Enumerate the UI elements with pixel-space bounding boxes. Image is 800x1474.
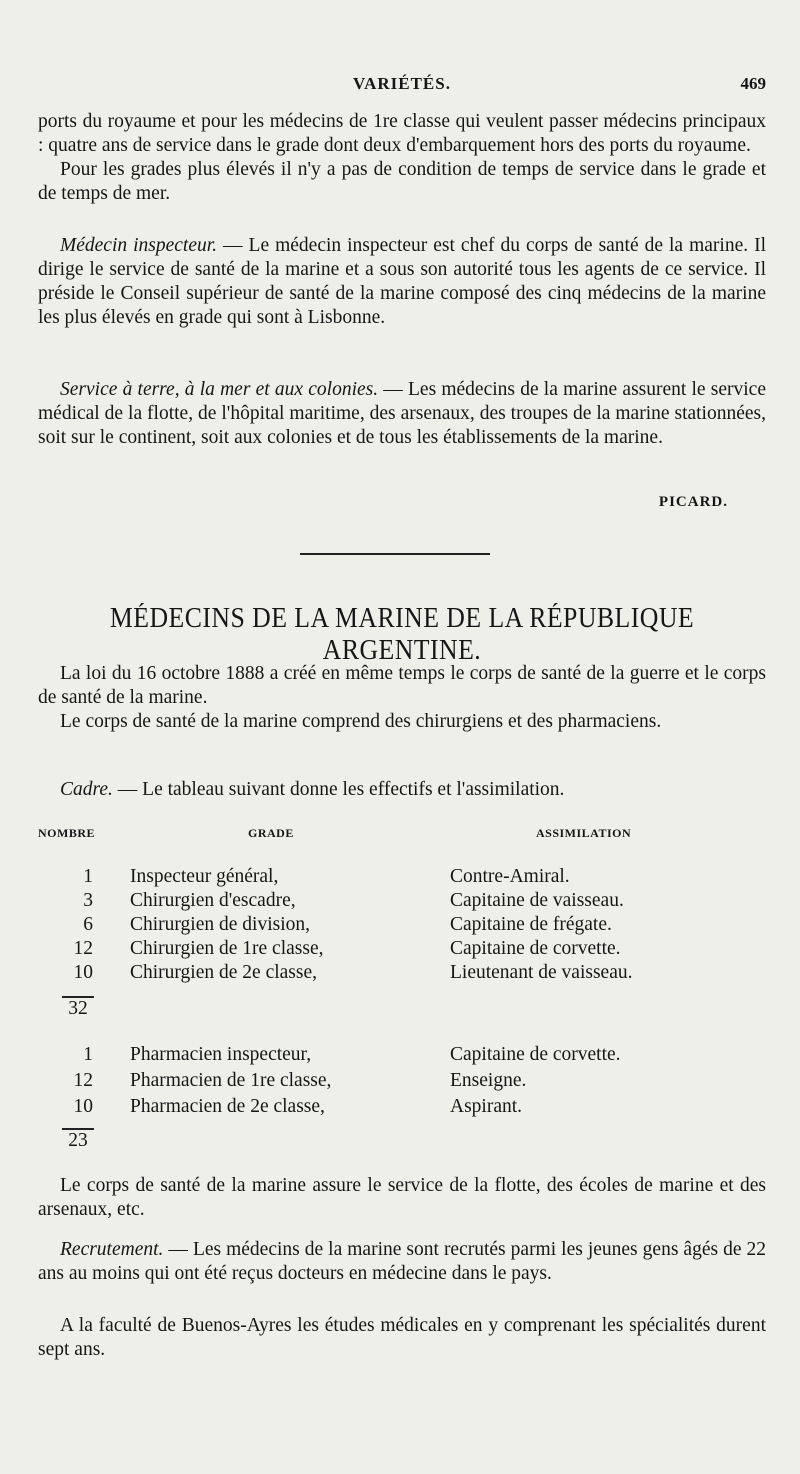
row-assimilation: Aspirant. (450, 1096, 523, 1117)
table-row (38, 1096, 766, 1120)
row-assimilation: Lieutenant de vaisseau. (450, 962, 633, 983)
row-count: 12 (73, 938, 93, 959)
paragraph (38, 1238, 766, 1286)
row-count: 10 (73, 1096, 93, 1117)
row-count: 12 (73, 1070, 93, 1091)
table-row (38, 962, 766, 986)
paragraph-lead: Recrutement. (60, 1239, 164, 1260)
paragraph: Le corps de santé de la marine assure le service de la flotte, des écoles de marine et des arsenaux, etc. (38, 1175, 766, 1220)
faculty-section (38, 1314, 766, 1362)
row-grade: Chirurgien de 2e classe, (130, 962, 318, 983)
row-count: 3 (83, 890, 93, 911)
paragraph-lead: Médecin inspecteur. (60, 235, 218, 256)
column-header-nombre: NOMBRE (38, 826, 95, 840)
row-grade: Inspecteur général, (130, 866, 279, 887)
section-divider (300, 553, 490, 555)
row-assimilation: Capitaine de corvette. (450, 938, 621, 959)
section-title: MÉDECINS DE LA MARINE DE LA RÉPUBLIQUE ARGENTINE. (109, 603, 695, 666)
running-header (38, 74, 766, 100)
signature: PICARD. (658, 494, 728, 510)
row-grade: Pharmacien de 1re classe, (130, 1070, 332, 1091)
paragraph-body: — Le tableau suivant donne les effectifs et l'assimilation. (112, 779, 565, 800)
page-number: 469 (740, 74, 766, 93)
paragraph-body: — Les médecins de la marine assurent le service médical de la flotte, de l'hôpital maritime, des arsenaux, des troupes de la marine stationnées, soit sur le continent, soit aux colonies et de tous les établissements de la marine. (38, 379, 766, 448)
row-assimilation: Capitaine de corvette. (450, 1044, 621, 1065)
paragraph (38, 778, 766, 802)
table-row (38, 1070, 766, 1094)
row-grade: Chirurgien de division, (130, 914, 311, 935)
row-grade: Chirurgien d'escadre, (130, 890, 296, 911)
table-row (38, 866, 766, 890)
row-count: 1 (83, 1044, 93, 1065)
table-row (38, 1044, 766, 1068)
pharmacists-total: 23 (62, 1128, 94, 1152)
recruitment-section (38, 1238, 766, 1286)
row-count: 10 (73, 962, 93, 983)
paragraph-lead: Cadre. (60, 779, 113, 800)
paragraph: ports du royaume et pour les médecins de 1re classe qui veulent passer médecins principaux : quatre ans de service dans le grade dont deux d'embarquement hors des ports du royaume. (38, 111, 766, 156)
service-paragraph-section (38, 1174, 766, 1222)
row-count: 1 (83, 866, 93, 887)
inspector-section (38, 234, 766, 330)
intro-section (38, 662, 766, 734)
row-count: 6 (83, 914, 93, 935)
paragraph (38, 234, 766, 330)
cadre-section (38, 778, 766, 802)
paragraph: Pour les grades plus élevés il n'y a pas de condition de temps de service dans le grade et de temps de mer. (38, 159, 766, 204)
paragraph-lead: Service à terre, à la mer et aux colonies. (60, 379, 379, 400)
header-title: VARIÉTÉS. (353, 74, 451, 93)
row-grade: Pharmacien inspecteur, (130, 1044, 312, 1065)
paragraph: A la faculté de Buenos-Ayres les études médicales en y comprenant les spécialités durent sept ans. (38, 1315, 766, 1360)
continued-text (38, 110, 766, 206)
column-header-grade: GRADE (248, 826, 294, 840)
paragraph (38, 378, 766, 450)
row-grade: Pharmacien de 2e classe, (130, 1096, 325, 1117)
row-assimilation: Capitaine de vaisseau. (450, 890, 624, 911)
row-assimilation: Capitaine de frégate. (450, 914, 612, 935)
paragraph: Le corps de santé de la marine comprend des chirurgiens et des pharmaciens. (60, 711, 662, 732)
row-assimilation: Enseigne. (450, 1070, 527, 1091)
table-row (38, 938, 766, 962)
paragraph-body: — Les médecins de la marine sont recrutés parmi les jeunes gens âgés de 22 ans au moins qui ont été reçus docteurs en médecine dans le pays. (38, 1239, 766, 1284)
row-assimilation: Contre-Amiral. (450, 866, 570, 887)
paragraph-body: — Le médecin inspecteur est chef du corps de santé de la marine. Il dirige le service de santé de la marine et a sous son autorité tous les agents de ce service. Il préside le Conseil supérieur de santé de la marine composé des cinq médecins de la marine les plus élevés en grade qui sont à Lisbonne. (38, 235, 766, 328)
service-section (38, 378, 766, 450)
table-row (38, 890, 766, 914)
paragraph: La loi du 16 octobre 1888 a créé en même temps le corps de santé de la guerre et le corps de santé de la marine. (38, 663, 766, 708)
table-row (38, 914, 766, 938)
column-header-assimilation: ASSIMILATION (536, 826, 632, 840)
surgeons-total: 32 (62, 996, 94, 1020)
row-grade: Chirurgien de 1re classe, (130, 938, 324, 959)
